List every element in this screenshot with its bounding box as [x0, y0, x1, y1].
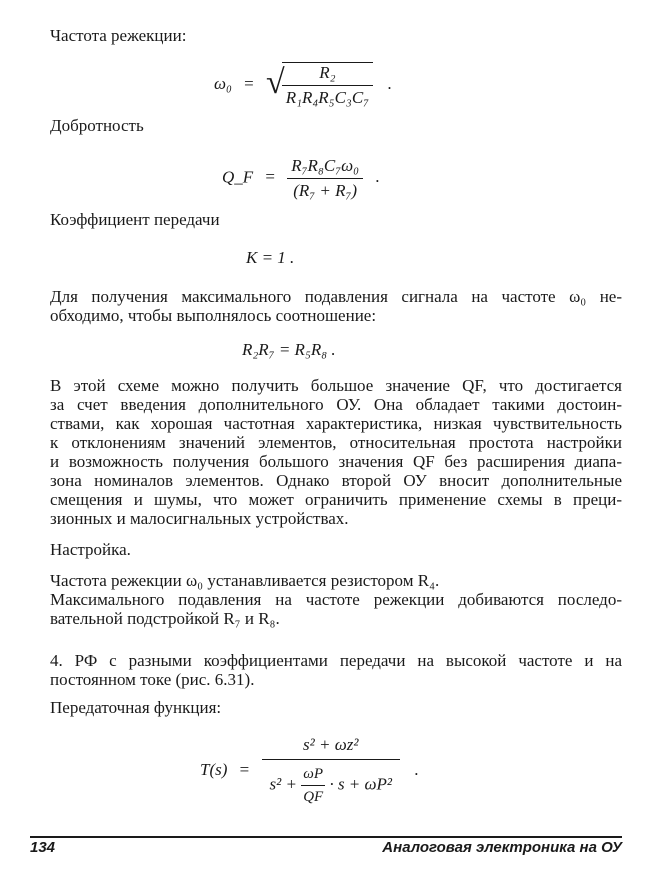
- fraction-omega-p-over-qf: [301, 764, 325, 807]
- page-number: 134: [30, 839, 56, 856]
- fraction-qf: [287, 156, 363, 201]
- paragraph-line: смещения и шумы, что может ограничить применение схемы в преци-: [50, 490, 622, 509]
- paragraph-line: и возможность получения большого значения QF без расширения диапа-: [50, 452, 622, 471]
- formula-equals: =: [244, 73, 254, 93]
- paragraph-line: вательной подстройкой R₇ и R₈.: [50, 609, 280, 628]
- heading-transfer-function: Передаточная функция:: [50, 698, 222, 717]
- fraction-denominator: R₁R₄R₅C₃C₇: [285, 88, 370, 107]
- denominator-part-a: s² +: [269, 774, 297, 794]
- paragraph-line: Частота режекции ω₀ устанавливается резистором R₄.: [50, 571, 440, 590]
- formula-transfer: [200, 735, 419, 807]
- fraction-denominator: [262, 760, 401, 807]
- paragraph-line: 4. РФ с разными коэффициентами передачи на высокой частоте и на: [50, 651, 622, 670]
- formula-condition: R₂R₇ = R₅R₈ .: [242, 340, 336, 359]
- paragraph-line: ствами, как хорошая частотная характеристика, низкая чувствительность: [50, 414, 622, 433]
- heading-notch-frequency: Частота режекции:: [50, 26, 187, 45]
- fraction-numerator: ωP: [301, 764, 325, 786]
- heading-quality: Добротность: [50, 116, 144, 135]
- formula-equals: =: [239, 759, 250, 779]
- formula-period: .: [375, 167, 380, 187]
- formula-k: K = 1 .: [246, 248, 295, 267]
- formula-period: .: [387, 73, 392, 93]
- book-title: Аналоговая электроника на ОУ: [382, 839, 622, 856]
- formula-equals: =: [265, 167, 276, 187]
- fraction-numerator: R₂: [282, 63, 373, 86]
- formula-qf: [222, 156, 380, 201]
- paragraph-line: обходимо, чтобы выполнялось соотношение:: [50, 306, 377, 325]
- paragraph-line: Максимального подавления на частоте режекции добиваются последо-: [50, 590, 622, 609]
- denominator-part-b: · s + ωP²: [329, 774, 393, 794]
- fraction-omega0: [282, 63, 373, 108]
- paragraph-line: зона номиналов элементов. Однако второй ОУ вносит дополнительные: [50, 471, 622, 490]
- footer-divider: [30, 836, 622, 838]
- paragraph-line: к отклонениям значений элементов, относительная простота настройки: [50, 433, 622, 452]
- formula-qf-lhs: Q_F: [222, 167, 254, 187]
- sqrt-sign: √: [266, 64, 285, 101]
- paragraph-line: Для получения максимального подавления сигнала на частоте ω₀ не-: [50, 287, 622, 306]
- fraction-denominator: QF: [303, 789, 324, 805]
- paragraph-line: за счет введения дополнительного ОУ. Она обладает такими достоин-: [50, 395, 622, 414]
- fraction-transfer: [262, 735, 401, 807]
- fraction-numerator: s² + ωz²: [262, 735, 401, 760]
- fraction-numerator: R₇R₈C₇ω₀: [287, 156, 363, 179]
- formula-t-lhs: T(s): [200, 759, 228, 779]
- paragraph-line: зионных и малосигнальных устройствах.: [50, 509, 349, 528]
- fraction-denominator: (R₇ + R₇): [293, 181, 358, 200]
- paragraph-line: В этой схеме можно получить большое значение QF, что достигается: [50, 376, 622, 395]
- formula-omega0: [214, 62, 392, 108]
- sqrt-radicand: [282, 62, 373, 108]
- paragraph-line: постоянном токе (рис. 6.31).: [50, 670, 255, 689]
- formula-omega0-lhs: ω₀: [214, 73, 232, 93]
- heading-tuning: Настройка.: [50, 540, 131, 559]
- heading-gain: Коэффициент передачи: [50, 210, 220, 229]
- formula-period: .: [414, 759, 419, 779]
